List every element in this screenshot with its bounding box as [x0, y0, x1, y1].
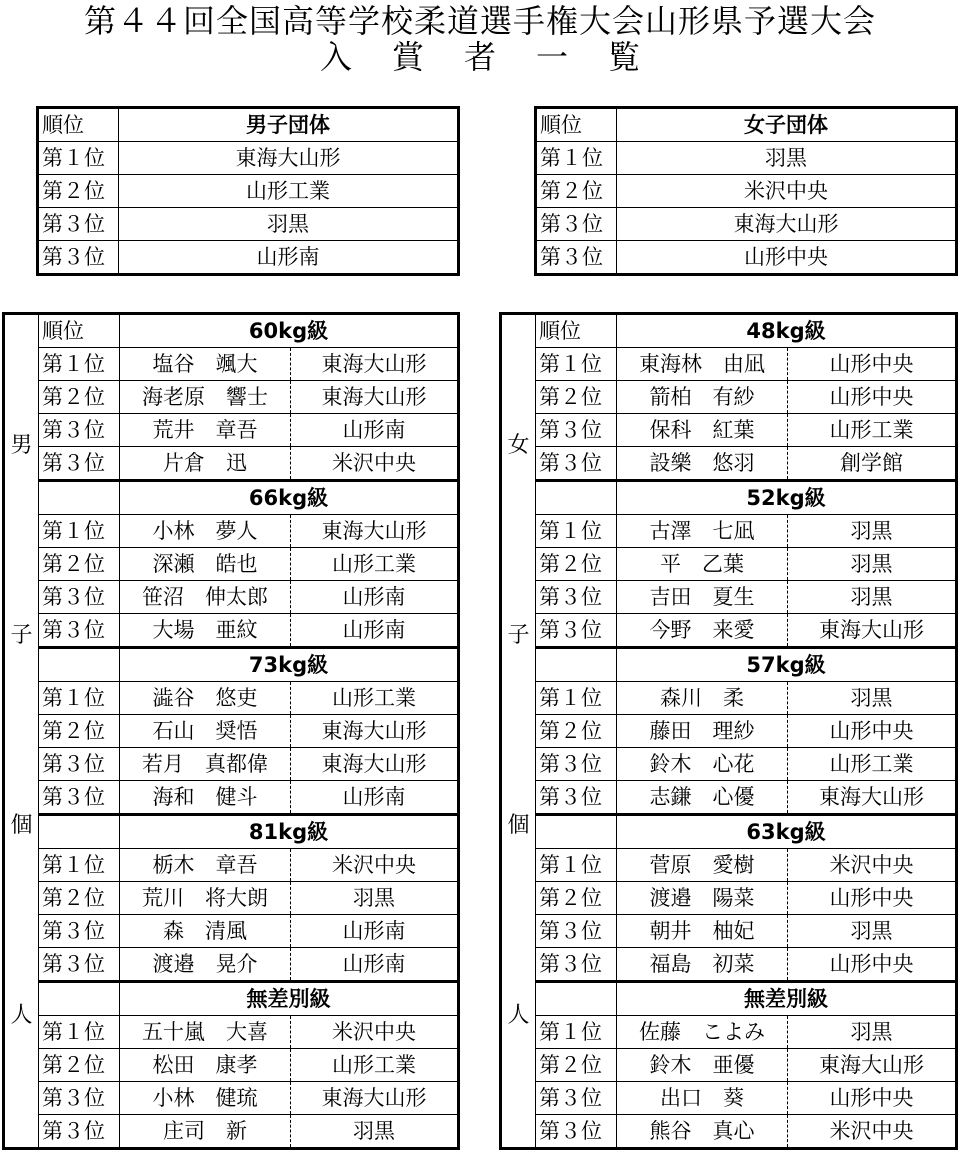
- rank-cell: 第１位: [536, 1016, 617, 1049]
- rank-cell: 第２位: [536, 715, 617, 748]
- weight-class-header-row: [4, 648, 459, 682]
- table-row: [501, 1115, 957, 1149]
- weight-class-header-row: [4, 982, 459, 1016]
- table-row: [4, 414, 459, 447]
- athlete-name-cell: 栃木 章吾: [120, 849, 291, 882]
- school-cell: 東海大山形: [617, 208, 957, 241]
- table-row: [4, 1082, 459, 1115]
- weight-class-title: 無差別級: [617, 982, 957, 1016]
- school-cell: 東海大山形: [291, 715, 459, 748]
- athlete-name-cell: 小林 夢人: [120, 515, 291, 548]
- table-row: [501, 548, 957, 581]
- side-label-char: 子: [507, 623, 530, 648]
- table-row: [501, 682, 957, 715]
- athlete-name-cell: 平 乙葉: [617, 548, 788, 581]
- weight-class-header-row: [4, 314, 459, 348]
- rank-cell: 第３位: [38, 208, 119, 241]
- rank-cell: 第３位: [536, 614, 617, 648]
- rank-cell: 第１位: [38, 142, 119, 175]
- rank-cell: 第３位: [536, 1082, 617, 1115]
- table-row: [501, 614, 957, 648]
- women-individual-table: [499, 312, 958, 1150]
- school-cell: 羽黒: [291, 1115, 459, 1149]
- table-row: [501, 1082, 957, 1115]
- athlete-name-cell: 東海林 由凪: [617, 348, 788, 381]
- women-team-table: [534, 106, 958, 276]
- school-cell: 東海大山形: [119, 142, 459, 175]
- table-row: [38, 241, 459, 275]
- athlete-name-cell: 設樂 悠羽: [617, 447, 788, 481]
- athlete-name-cell: 渡邉 晃介: [120, 948, 291, 982]
- athlete-name-cell: 鈴木 心花: [617, 748, 788, 781]
- team-header-row: [38, 108, 459, 142]
- rank-cell: 第１位: [536, 682, 617, 715]
- rank-cell: 第３位: [536, 581, 617, 614]
- rank-cell: 第３位: [39, 948, 120, 982]
- rank-cell: 第２位: [39, 715, 120, 748]
- rank-header: 順位: [536, 108, 617, 142]
- school-cell: 山形工業: [119, 175, 459, 208]
- athlete-name-cell: 森 清風: [120, 915, 291, 948]
- rank-cell: 第２位: [39, 381, 120, 414]
- table-row: [536, 142, 957, 175]
- table-row: [4, 381, 459, 414]
- table-row: [38, 142, 459, 175]
- school-cell: 山形中央: [617, 241, 957, 275]
- team-title: 女子団体: [617, 108, 957, 142]
- school-cell: 山形中央: [788, 948, 957, 982]
- rank-cell: 第３位: [536, 241, 617, 275]
- side-label: [4, 314, 39, 1149]
- blank-cell: [536, 815, 617, 849]
- table-row: [536, 175, 957, 208]
- rank-cell: 第３位: [536, 948, 617, 982]
- table-row: [38, 175, 459, 208]
- table-row: [501, 915, 957, 948]
- school-cell: 山形工業: [291, 682, 459, 715]
- school-cell: 山形中央: [788, 1082, 957, 1115]
- rank-cell: 第３位: [536, 414, 617, 447]
- table-row: [501, 381, 957, 414]
- page-subtitle: 入賞者一覧: [319, 38, 680, 76]
- weight-class-header-row: [501, 982, 957, 1016]
- blank-cell: [39, 648, 120, 682]
- rank-cell: 第２位: [536, 882, 617, 915]
- table-row: [4, 849, 459, 882]
- table-row: [4, 682, 459, 715]
- athlete-name-cell: 五十嵐 大喜: [120, 1016, 291, 1049]
- school-cell: 山形南: [119, 241, 459, 275]
- weight-class-header-row: [501, 815, 957, 849]
- athlete-name-cell: 深瀬 皓也: [120, 548, 291, 581]
- table-row: [4, 348, 459, 381]
- athlete-name-cell: 塩谷 颯大: [120, 348, 291, 381]
- rank-cell: 第３位: [39, 915, 120, 948]
- table-row: [501, 849, 957, 882]
- side-label-char: 個: [10, 813, 33, 838]
- table-row: [4, 915, 459, 948]
- school-cell: 米沢中央: [788, 1115, 957, 1149]
- weight-class-header-row: [501, 648, 957, 682]
- rank-cell: 第３位: [39, 1115, 120, 1149]
- school-cell: 東海大山形: [788, 1049, 957, 1082]
- school-cell: 山形工業: [291, 548, 459, 581]
- table-row: [501, 1049, 957, 1082]
- table-row: [501, 414, 957, 447]
- school-cell: 羽黒: [788, 682, 957, 715]
- table-row: [4, 1115, 459, 1149]
- rank-cell: 第１位: [39, 515, 120, 548]
- table-row: [4, 581, 459, 614]
- rank-cell: 第２位: [39, 548, 120, 581]
- athlete-name-cell: 大場 亜紋: [120, 614, 291, 648]
- table-row: [501, 348, 957, 381]
- school-cell: 山形中央: [788, 381, 957, 414]
- rank-cell: 第１位: [536, 515, 617, 548]
- blank-cell: [39, 815, 120, 849]
- school-cell: 米沢中央: [617, 175, 957, 208]
- rank-header: 順位: [38, 108, 119, 142]
- athlete-name-cell: 出口 葵: [617, 1082, 788, 1115]
- athlete-name-cell: 石山 奨悟: [120, 715, 291, 748]
- school-cell: 羽黒: [617, 142, 957, 175]
- weight-class-header-row: [501, 481, 957, 515]
- athlete-name-cell: 森川 柔: [617, 682, 788, 715]
- school-cell: 山形中央: [788, 882, 957, 915]
- weight-class-title: 57kg級: [617, 648, 957, 682]
- table-row: [4, 948, 459, 982]
- rank-cell: 第３位: [39, 781, 120, 815]
- athlete-name-cell: 荒川 将大朗: [120, 882, 291, 915]
- rank-cell: 第３位: [39, 414, 120, 447]
- rank-cell: 第３位: [39, 748, 120, 781]
- athlete-name-cell: 今野 来愛: [617, 614, 788, 648]
- side-label-char: 人: [10, 1003, 33, 1028]
- table-row: [501, 781, 957, 815]
- school-cell: 山形工業: [788, 414, 957, 447]
- table-row: [4, 1016, 459, 1049]
- blank-cell: [39, 982, 120, 1016]
- athlete-name-cell: 庄司 新: [120, 1115, 291, 1149]
- weight-class-title: 81kg級: [120, 815, 459, 849]
- school-cell: 羽黒: [788, 515, 957, 548]
- rank-cell: 第３位: [39, 447, 120, 481]
- school-cell: 山形南: [291, 948, 459, 982]
- athlete-name-cell: 福島 初菜: [617, 948, 788, 982]
- weight-class-title: 52kg級: [617, 481, 957, 515]
- school-cell: 羽黒: [788, 581, 957, 614]
- table-row: [4, 614, 459, 648]
- men-individual-table: [2, 312, 460, 1150]
- side-label-char: 女: [507, 433, 530, 458]
- team-title: 男子団体: [119, 108, 459, 142]
- rank-cell: 第３位: [536, 748, 617, 781]
- rank-header: 順位: [536, 314, 617, 348]
- school-cell: 山形中央: [788, 348, 957, 381]
- rank-cell: 第２位: [536, 175, 617, 208]
- school-cell: 創学館: [788, 447, 957, 481]
- blank-cell: [536, 982, 617, 1016]
- school-cell: 山形南: [291, 614, 459, 648]
- rank-cell: 第１位: [39, 682, 120, 715]
- school-cell: 米沢中央: [291, 447, 459, 481]
- athlete-name-cell: 笹沼 伸太郎: [120, 581, 291, 614]
- rank-cell: 第２位: [536, 381, 617, 414]
- men-team-table: [36, 106, 460, 276]
- athlete-name-cell: 吉田 夏生: [617, 581, 788, 614]
- table-row: [536, 208, 957, 241]
- school-cell: 羽黒: [119, 208, 459, 241]
- side-label: [501, 314, 536, 1149]
- table-row: [4, 515, 459, 548]
- side-label-char: 男: [10, 433, 33, 458]
- rank-cell: 第２位: [39, 1049, 120, 1082]
- school-cell: 東海大山形: [788, 614, 957, 648]
- rank-cell: 第２位: [38, 175, 119, 208]
- rank-cell: 第３位: [39, 1082, 120, 1115]
- athlete-name-cell: 佐藤 こよみ: [617, 1016, 788, 1049]
- school-cell: 羽黒: [788, 1016, 957, 1049]
- school-cell: 米沢中央: [291, 1016, 459, 1049]
- school-cell: 東海大山形: [291, 1082, 459, 1115]
- table-row: [38, 208, 459, 241]
- school-cell: 山形南: [291, 414, 459, 447]
- table-row: [4, 781, 459, 815]
- school-cell: 山形工業: [291, 1049, 459, 1082]
- rank-cell: 第１位: [39, 1016, 120, 1049]
- athlete-name-cell: 箭柏 有紗: [617, 381, 788, 414]
- athlete-name-cell: 荒井 章吾: [120, 414, 291, 447]
- weight-class-header-row: [501, 314, 957, 348]
- rank-cell: 第３位: [38, 241, 119, 275]
- athlete-name-cell: 鈴木 亜優: [617, 1049, 788, 1082]
- side-label-stack: [5, 351, 38, 1111]
- weight-class-title: 73kg級: [120, 648, 459, 682]
- rank-cell: 第３位: [536, 208, 617, 241]
- blank-cell: [536, 648, 617, 682]
- side-label-char: 人: [507, 1003, 530, 1028]
- rank-cell: 第２位: [536, 1049, 617, 1082]
- athlete-name-cell: 古澤 七凪: [617, 515, 788, 548]
- weight-class-header-row: [4, 815, 459, 849]
- school-cell: 羽黒: [788, 915, 957, 948]
- athlete-name-cell: 海老原 響士: [120, 381, 291, 414]
- weight-class-title: 66kg級: [120, 481, 459, 515]
- school-cell: 山形中央: [788, 715, 957, 748]
- team-header-row: [536, 108, 957, 142]
- side-label-char: 子: [10, 623, 33, 648]
- table-row: [501, 1016, 957, 1049]
- rank-cell: 第１位: [39, 348, 120, 381]
- athlete-name-cell: 松田 康孝: [120, 1049, 291, 1082]
- rank-cell: 第１位: [39, 849, 120, 882]
- rank-cell: 第３位: [536, 781, 617, 815]
- table-row: [4, 715, 459, 748]
- school-cell: 東海大山形: [291, 381, 459, 414]
- table-row: [501, 581, 957, 614]
- school-cell: 東海大山形: [291, 748, 459, 781]
- table-row: [501, 715, 957, 748]
- table-row: [501, 748, 957, 781]
- rank-cell: 第３位: [39, 614, 120, 648]
- rank-cell: 第３位: [536, 915, 617, 948]
- athlete-name-cell: 若月 真都偉: [120, 748, 291, 781]
- athlete-name-cell: 菅原 愛樹: [617, 849, 788, 882]
- rank-cell: 第３位: [39, 581, 120, 614]
- school-cell: 山形南: [291, 581, 459, 614]
- athlete-name-cell: 片倉 迅: [120, 447, 291, 481]
- blank-cell: [536, 481, 617, 515]
- athlete-name-cell: 藤田 理紗: [617, 715, 788, 748]
- weight-class-title: 63kg級: [617, 815, 957, 849]
- athlete-name-cell: 澁谷 悠吏: [120, 682, 291, 715]
- table-row: [4, 748, 459, 781]
- table-row: [4, 447, 459, 481]
- athlete-name-cell: 渡邉 陽菜: [617, 882, 788, 915]
- table-row: [4, 1049, 459, 1082]
- table-row: [501, 515, 957, 548]
- school-cell: 山形南: [291, 915, 459, 948]
- school-cell: 東海大山形: [788, 781, 957, 815]
- school-cell: 米沢中央: [291, 849, 459, 882]
- side-label-stack: [502, 351, 535, 1111]
- side-label-char: 個: [507, 813, 530, 838]
- rank-cell: 第２位: [39, 882, 120, 915]
- blank-cell: [39, 481, 120, 515]
- school-cell: 山形工業: [788, 748, 957, 781]
- rank-cell: 第３位: [536, 447, 617, 481]
- athlete-name-cell: 朝井 柚妃: [617, 915, 788, 948]
- rank-cell: 第１位: [536, 348, 617, 381]
- school-cell: 羽黒: [788, 548, 957, 581]
- rank-cell: 第１位: [536, 849, 617, 882]
- table-row: [4, 882, 459, 915]
- rank-cell: 第３位: [536, 1115, 617, 1149]
- athlete-name-cell: 保科 紅葉: [617, 414, 788, 447]
- weight-class-header-row: [4, 481, 459, 515]
- athlete-name-cell: 志鎌 心優: [617, 781, 788, 815]
- table-row: [536, 241, 957, 275]
- school-cell: 東海大山形: [291, 348, 459, 381]
- weight-class-title: 無差別級: [120, 982, 459, 1016]
- athlete-name-cell: 海和 健斗: [120, 781, 291, 815]
- athlete-name-cell: 熊谷 真心: [617, 1115, 788, 1149]
- table-row: [501, 882, 957, 915]
- weight-class-title: 60kg級: [120, 314, 459, 348]
- weight-class-title: 48kg級: [617, 314, 957, 348]
- rank-header: 順位: [39, 314, 120, 348]
- page-title: 第４４回全国高等学校柔道選手権大会山形県予選大会: [83, 2, 876, 40]
- school-cell: 山形南: [291, 781, 459, 815]
- rank-cell: 第１位: [536, 142, 617, 175]
- athlete-name-cell: 小林 健琉: [120, 1082, 291, 1115]
- table-row: [501, 447, 957, 481]
- school-cell: 羽黒: [291, 882, 459, 915]
- school-cell: 東海大山形: [291, 515, 459, 548]
- table-row: [501, 948, 957, 982]
- school-cell: 米沢中央: [788, 849, 957, 882]
- table-row: [4, 548, 459, 581]
- rank-cell: 第２位: [536, 548, 617, 581]
